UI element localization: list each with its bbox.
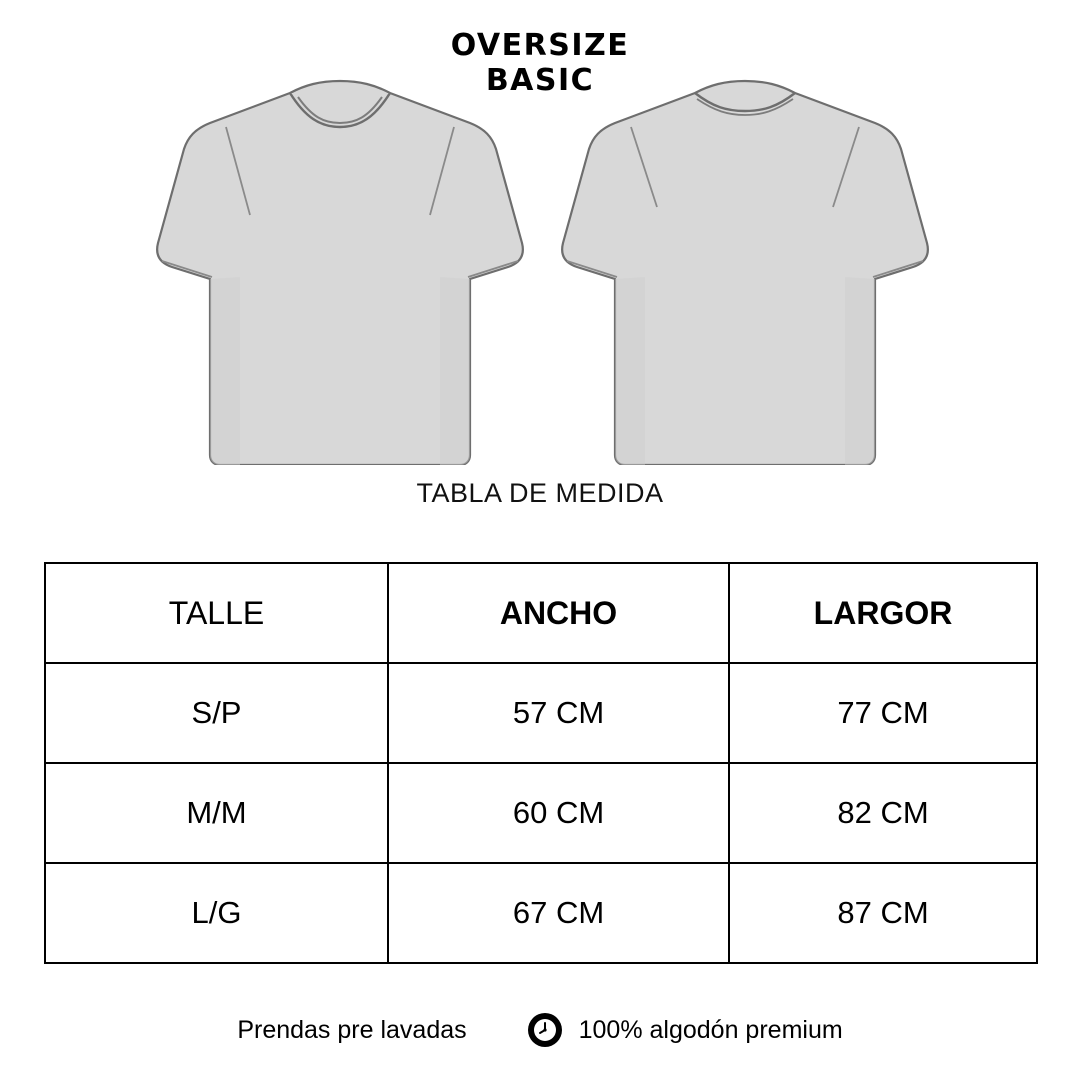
cell-width: 60 CM [388,763,729,863]
footer-note-right [527,1012,843,1048]
table-header-talle: TALLE [45,563,388,663]
prewashed-label: Prendas pre lavadas [237,1015,467,1044]
cell-length: 77 CM [729,663,1037,763]
title-line-1: OVERSIZE [450,28,630,63]
cotton-label: 100% algodón premium [578,1015,843,1044]
table-header-largor: LARGOR [729,563,1037,663]
title-line-2: BASIC [485,63,595,99]
table-row [45,663,1037,763]
cell-size: M/M [45,763,388,863]
table-row [45,763,1037,863]
tshirt-front-illustration [140,65,540,465]
cell-width: 67 CM [388,863,729,963]
cell-size: L/G [45,863,388,963]
cell-length: 87 CM [729,863,1037,963]
table-header-row [45,563,1037,663]
cell-length: 82 CM [729,763,1037,863]
cell-size: S/P [45,663,388,763]
tshirt-illustrations [0,55,1080,465]
cell-width: 57 CM [388,663,729,763]
cotton-icon [527,1012,563,1048]
size-table-container [44,562,1036,964]
table-header-ancho: ANCHO [388,563,729,663]
measurements-subheading: TABLA DE MEDIDA [416,478,664,508]
size-table [44,562,1038,964]
footer-notes [0,1012,1080,1048]
table-row [45,863,1037,963]
tshirt-back-illustration [545,65,945,465]
footer-note-left [237,1016,466,1045]
